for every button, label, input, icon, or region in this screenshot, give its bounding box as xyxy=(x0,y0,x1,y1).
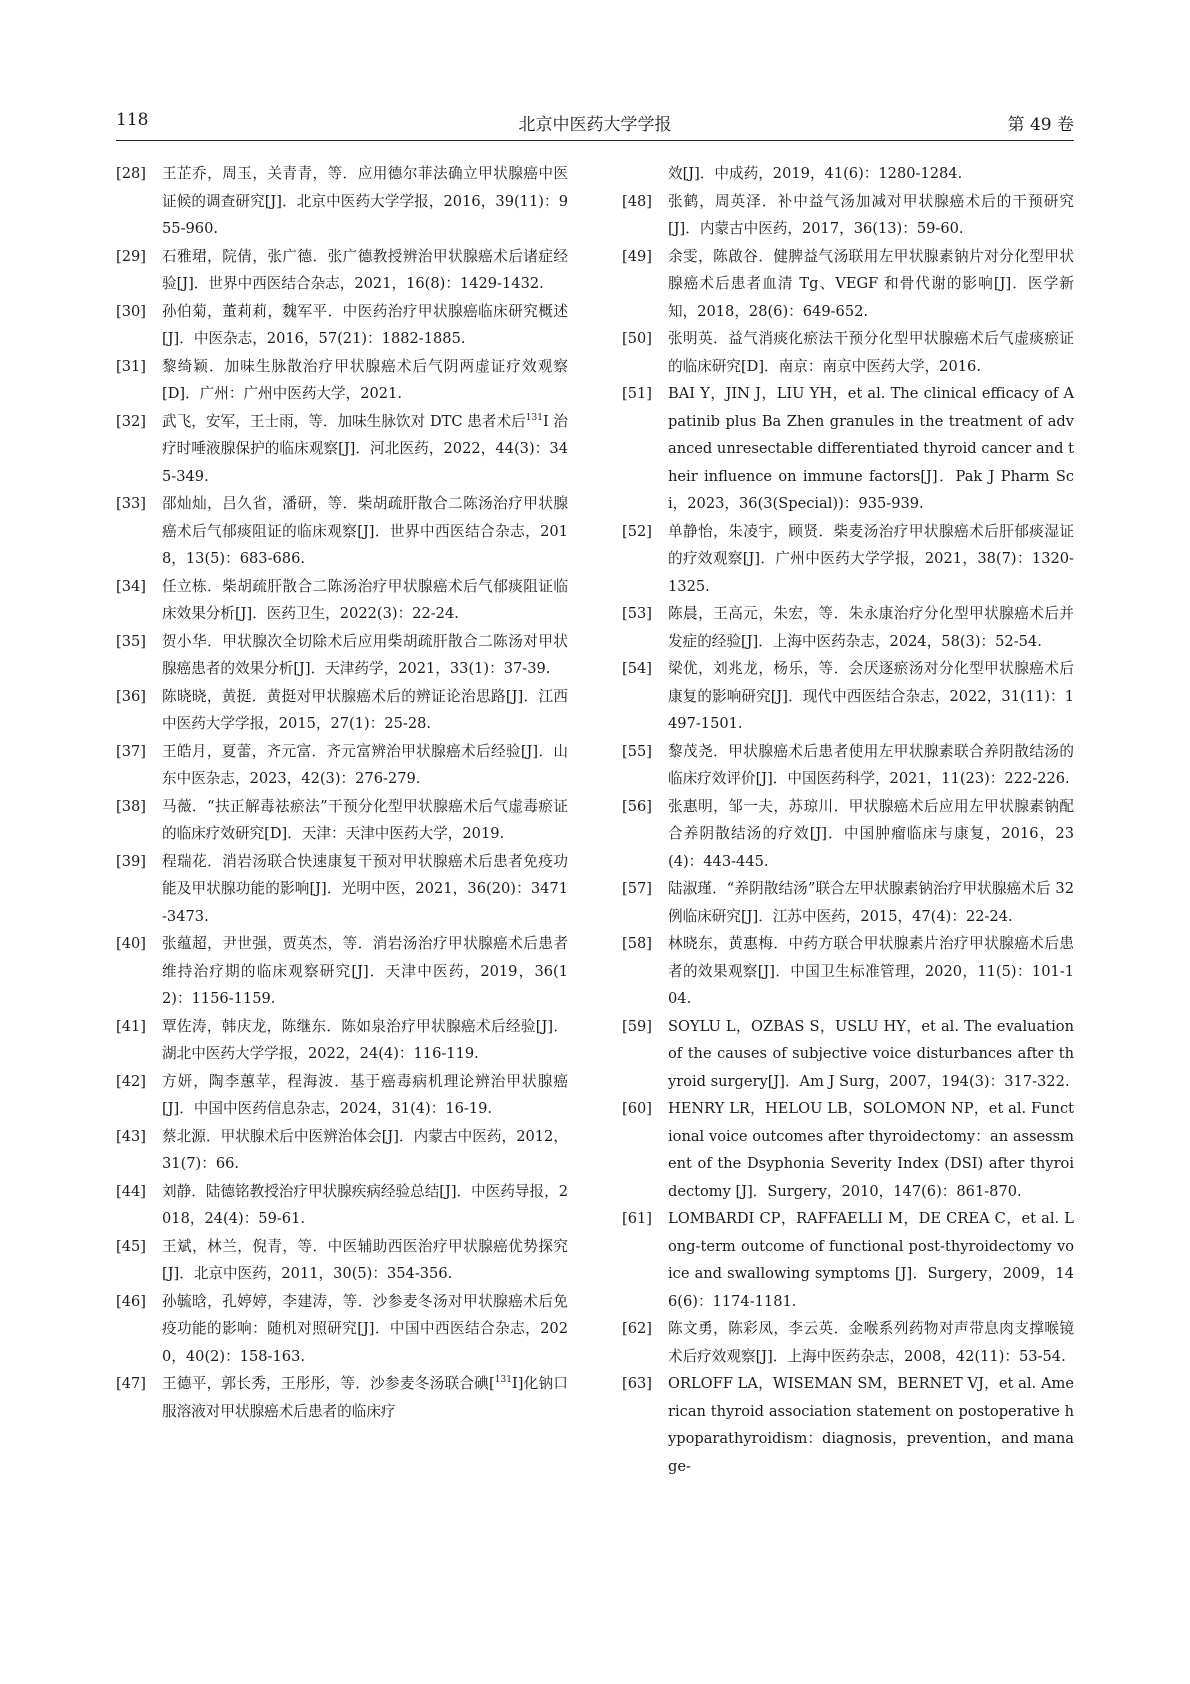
reference-text-part: 王德平，郭长秀，王彤彤，等．沙参麦冬汤联合碘[ xyxy=(162,1375,495,1392)
reference-text: 王斌，林兰，倪青，等．中医辅助西医治疗甲状腺癌优势探究[J]．北京中医药，2011，30(5)：354-356. xyxy=(162,1237,568,1282)
reference-number: [45] xyxy=(116,1237,146,1255)
reference-text: 陈晨，王高元，朱宏，等．朱永康治疗分化型甲状腺癌术后并发症的经验[J]．上海中医药杂志，2024，58(3)：52-54. xyxy=(668,605,1074,650)
reference-number: [37] xyxy=(116,742,146,760)
reference-text: BAI Y，JIN J，LIU YH，et al. The clinical efficacy of Apatinib plus Ba Zhen granules in the treatment of advanced unresectable differentiated thyroid cancer and their influence on immune factors[J]．Pak J Pharm Sci，2023，36(3(Special))：935-939. xyxy=(668,385,1074,512)
volume-label: 第 49 卷 xyxy=(1007,115,1074,135)
reference-entry xyxy=(116,243,568,298)
reference-entry xyxy=(622,518,1074,601)
reference-column-right xyxy=(622,160,1074,1480)
reference-column-left xyxy=(116,160,568,1425)
reference-text: 王芷乔，周玉，关青青，等．应用德尔菲法确立甲状腺癌中医证候的调查研究[J]．北京中医药大学学报，2016，39(11)：955-960. xyxy=(162,165,568,237)
reference-entry xyxy=(116,1178,568,1233)
reference-entry xyxy=(116,408,568,491)
reference-number: [33] xyxy=(116,495,146,512)
reference-entry xyxy=(622,1205,1074,1315)
running-header xyxy=(116,106,1074,141)
reference-number: [58] xyxy=(622,935,652,952)
journal-title: 北京中医药大学学报 xyxy=(518,115,672,135)
reference-text: 任立栋．柴胡疏肝散合二陈汤治疗甲状腺癌术后气郁痰阻证临床效果分析[J]．医药卫生，2022(3)：22-24. xyxy=(162,577,568,622)
reference-text: 刘静．陆德铭教授治疗甲状腺疾病经验总结[J]．中医药导报，2018，24(4)：59-61. xyxy=(162,1182,568,1227)
reference-text: 张明英．益气消痰化瘀法干预分化型甲状腺癌术后气虚痰瘀证的临床研究[D]．南京：南京中医药大学，2016. xyxy=(668,330,1074,375)
page-number: 118 xyxy=(116,110,149,130)
reference-number: [42] xyxy=(116,1072,146,1090)
reference-number: [55] xyxy=(622,742,652,760)
reference-entry xyxy=(622,793,1074,876)
reference-number: [43] xyxy=(116,1127,146,1145)
reference-number: [29] xyxy=(116,247,146,265)
reference-text: 方妍，陶李蕙苹，程海波．基于癌毒病机理论辨治甲状腺癌[J]．中国中医药信息杂志，2024，31(4)：16-19. xyxy=(162,1072,568,1117)
reference-text: 张蕴超，尹世强，贾英杰，等．消岩汤治疗甲状腺癌术后患者维持治疗期的临床观察研究[J]．天津中医药，2019，36(12)：1156-1159. xyxy=(162,935,568,1007)
reference-entry xyxy=(116,490,568,573)
reference-number: [36] xyxy=(116,687,146,705)
reference-number: [47] xyxy=(116,1375,146,1392)
reference-text: 梁优，刘兆龙，杨乐，等．会厌逐瘀汤对分化型甲状腺癌术后康复的影响研究[J]．现代中西医结合杂志，2022，31(11)：1497-1501. xyxy=(668,660,1074,732)
reference-entry xyxy=(116,1233,568,1288)
reference-text xyxy=(162,408,568,491)
reference-number: [59] xyxy=(622,1017,652,1035)
reference-number: [51] xyxy=(622,385,652,402)
reference-number: [30] xyxy=(116,302,146,320)
reference-text: 程瑞花．消岩汤联合快速康复干预对甲状腺癌术后患者免疫功能及甲状腺功能的影响[J]．光明中医，2021，36(20)：3471-3473. xyxy=(162,852,568,925)
reference-text: 贺小华．甲状腺次全切除术后应用柴胡疏肝散合二陈汤对甲状腺癌患者的效果分析[J]．天津药学，2021，33(1)：37-39. xyxy=(162,632,568,677)
reference-entry xyxy=(622,600,1074,655)
reference-text: 余雯，陈啟谷．健脾益气汤联用左甲状腺素钠片对分化型甲状腺癌术后患者血清 Tg、VEGF 和骨代谢的影响[J]．医学新知，2018，28(6)：649-652. xyxy=(668,247,1074,320)
reference-text-part: 武飞，安军，王士雨，等．加味生脉饮对 DTC 患者术后 xyxy=(162,412,526,430)
reference-entry xyxy=(116,1288,568,1371)
reference-text: 王皓月，夏蕾，齐元富．齐元富辨治甲状腺癌术后经验[J]．山东中医杂志，2023，42(3)：276-279. xyxy=(162,742,568,787)
reference-number: [49] xyxy=(622,247,652,265)
reference-number: [52] xyxy=(622,522,652,540)
reference-entry xyxy=(116,1370,568,1425)
reference-entry xyxy=(116,683,568,738)
reference-number: [53] xyxy=(622,605,652,622)
reference-entry xyxy=(622,1370,1074,1480)
reference-text: SOYLU L，OZBAS S，USLU HY，et al. The evaluation of the causes of subjective voice disturbances after thyroid surgery[J]．Am J Surg，2007，194(3)：317-322. xyxy=(668,1017,1074,1090)
reference-entry xyxy=(116,848,568,931)
reference-text: 孙毓晗，孔婷婷，李建涛，等．沙参麦冬汤对甲状腺癌术后免疫功能的影响：随机对照研究[J]．中国中西医结合杂志，2020，40(2)：158-163. xyxy=(162,1292,568,1365)
reference-entry xyxy=(622,243,1074,326)
reference-entry xyxy=(622,930,1074,1013)
reference-text: 林晓东，黄惠梅．中药方联合甲状腺素片治疗甲状腺癌术后患者的效果观察[J]．中国卫生标准管理，2020，11(5)：101-104. xyxy=(668,935,1074,1007)
reference-text: 黎绮颖．加味生脉散治疗甲状腺癌术后气阴两虚证疗效观察[D]．广州：广州中医药大学，2021. xyxy=(162,357,568,402)
reference-entry xyxy=(116,353,568,408)
reference-text: LOMBARDI CP，RAFFAELLI M，DE CREA C，et al. Long-term outcome of functional post-thyroidectomy voice and swallowing symptoms [J]．Surgery，2009，146(6)：1174-1181. xyxy=(668,1210,1074,1310)
reference-text: ORLOFF LA，WISEMAN SM，BERNET VJ，et al. American thyroid association statement on postoperative hypoparathyroidism：diagnosis，prevention，and manage- xyxy=(668,1375,1074,1475)
reference-number: [28] xyxy=(116,165,146,182)
reference-text: 陈文勇，陈彩凤，李云英．金喉系列药物对声带息肉支撑喉镜术后疗效观察[J]．上海中医药杂志，2008，42(11)：53-54. xyxy=(668,1320,1074,1365)
reference-number: [60] xyxy=(622,1100,652,1117)
reference-entry xyxy=(622,188,1074,243)
reference-number: [32] xyxy=(116,412,146,430)
reference-text-part: I]化钠口服溶液对甲状腺癌术后患者的临床疗 xyxy=(162,1375,568,1420)
reference-text: 陆淑瑾．“养阴散结汤”联合左甲状腺素钠治疗甲状腺癌术后 32 例临床研究[J]．江苏中医药，2015，47(4)：22-24. xyxy=(668,880,1074,925)
reference-number: [39] xyxy=(116,852,146,870)
reference-entry xyxy=(622,1315,1074,1370)
reference-number: [61] xyxy=(622,1210,652,1227)
isotope-superscript: 131 xyxy=(494,1375,512,1386)
reference-number: [31] xyxy=(116,357,146,375)
reference-entry xyxy=(622,325,1074,380)
reference-entry xyxy=(116,573,568,628)
reference-entry xyxy=(116,628,568,683)
reference-text: 石雅珺，院倩，张广德．张广德教授辨治甲状腺癌术后诸症经验[J]．世界中西医结合杂志，2021，16(8)：1429-1432. xyxy=(162,247,568,292)
reference-number: [54] xyxy=(622,660,652,677)
reference-entry xyxy=(622,1095,1074,1205)
reference-text: 蔡北源．甲状腺术后中医辨治体会[J]．内蒙古中医药，2012，31(7)：66. xyxy=(162,1127,568,1172)
reference-entry xyxy=(622,738,1074,793)
reference-text: 邵灿灿，吕久省，潘研，等．柴胡疏肝散合二陈汤治疗甲状腺癌术后气郁痰阻证的临床观察[J]．世界中西医结合杂志，2018，13(5)：683-686. xyxy=(162,495,568,567)
reference-number: [48] xyxy=(622,192,652,210)
reference-entry xyxy=(622,380,1074,518)
reference-text: 陈晓晓，黄挺．黄挺对甲状腺癌术后的辨证论治思路[J]．江西中医药大学学报，2015，27(1)：25-28. xyxy=(162,687,568,732)
reference-entry xyxy=(622,875,1074,930)
reference-text: 效[J]．中成药，2019，41(6)：1280-1284. xyxy=(668,165,963,182)
reference-entry xyxy=(116,793,568,848)
reference-entry xyxy=(116,1123,568,1178)
reference-number: [50] xyxy=(622,330,652,347)
reference-number: [44] xyxy=(116,1182,146,1200)
isotope-superscript: 131 xyxy=(525,412,543,423)
reference-text: 黎茂尧．甲状腺癌术后患者使用左甲状腺素联合养阴散结汤的临床疗效评价[J]．中国医药科学，2021，11(23)：222-226. xyxy=(668,742,1074,787)
reference-entry xyxy=(622,1013,1074,1096)
reference-text: HENRY LR，HELOU LB，SOLOMON NP，et al. Functional voice outcomes after thyroidectomy：an assessment of the Dsyphonia Severity Index (DSI) after thyroidectomy [J]．Surgery，2010，147(6)：861-870. xyxy=(668,1100,1074,1200)
reference-entry xyxy=(116,738,568,793)
reference-entry xyxy=(116,298,568,353)
reference-number: [34] xyxy=(116,577,146,595)
reference-entry xyxy=(622,160,1074,188)
reference-entry xyxy=(116,1068,568,1123)
reference-number: [62] xyxy=(622,1320,652,1337)
reference-entry xyxy=(116,1013,568,1068)
reference-number: [63] xyxy=(622,1375,652,1392)
reference-text-part: I 治疗时唾液腺保护的临床观察[J]．河北医药，2022，44(3)：345-349. xyxy=(162,412,569,485)
reference-entry xyxy=(116,160,568,243)
reference-number: [41] xyxy=(116,1017,146,1035)
reference-text: 覃佐涛，韩庆龙，陈继东．陈如泉治疗甲状腺癌术后经验[J]．湖北中医药大学学报，2022，24(4)：116-119. xyxy=(162,1017,568,1062)
reference-number: [46] xyxy=(116,1292,146,1310)
reference-number: [40] xyxy=(116,935,146,952)
reference-number: [56] xyxy=(622,797,652,815)
reference-number: [38] xyxy=(116,797,146,815)
reference-text: 张鹤，周英泽．补中益气汤加减对甲状腺癌术后的干预研究[J]．内蒙古中医药，2017，36(13)：59-60. xyxy=(668,192,1074,237)
reference-entry xyxy=(622,655,1074,738)
reference-text: 张惠明，邹一夫，苏琼川．甲状腺癌术后应用左甲状腺素钠配合养阴散结汤的疗效[J]．中国肿瘤临床与康复，2016，23(4)：443-445. xyxy=(668,797,1074,870)
reference-number: [35] xyxy=(116,632,146,650)
reference-text: 单静怡，朱凌宇，顾贤．柴麦汤治疗甲状腺癌术后肝郁痰湿证的疗效观察[J]．广州中医药大学学报，2021，38(7)：1320-1325. xyxy=(668,522,1074,595)
reference-number: [57] xyxy=(622,880,652,897)
reference-text: 马薇．“扶正解毒祛瘀法”干预分化型甲状腺癌术后气虚毒瘀证的临床疗效研究[D]．天津：天津中医药大学，2019. xyxy=(162,797,568,842)
reference-entry xyxy=(116,930,568,1013)
reference-text xyxy=(162,1370,568,1425)
reference-text: 孙伯菊，董莉莉，魏军平．中医药治疗甲状腺癌临床研究概述[J]．中医杂志，2016，57(21)：1882-1885. xyxy=(162,302,568,347)
